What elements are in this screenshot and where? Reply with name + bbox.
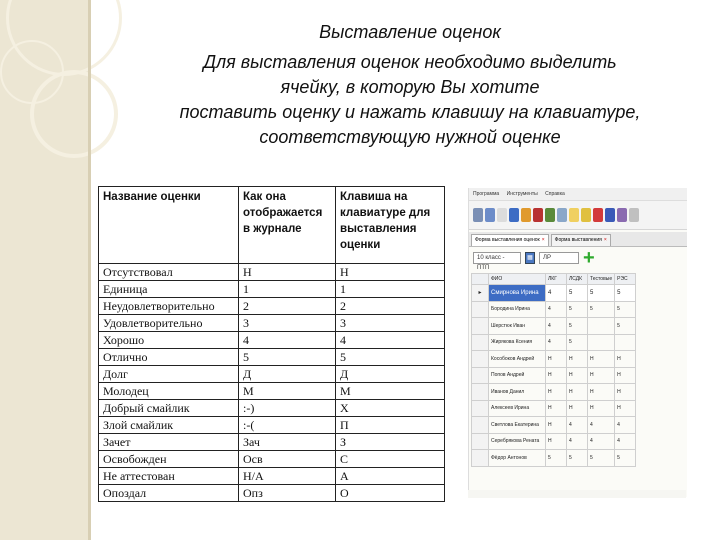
class-select[interactable]: 10 класс - ПТП bbox=[473, 252, 521, 264]
users-icon[interactable] bbox=[485, 208, 495, 222]
row-marker bbox=[472, 417, 489, 434]
pen-icon[interactable] bbox=[617, 208, 627, 222]
grade-cell[interactable]: Н bbox=[567, 400, 588, 417]
student-name-cell[interactable]: Фёдор Антонов bbox=[489, 450, 546, 467]
table-row bbox=[99, 383, 445, 400]
grid-row bbox=[472, 334, 636, 351]
grade-cell[interactable]: Н bbox=[567, 367, 588, 384]
grade-display-cell: Опз bbox=[239, 485, 336, 502]
note-icon[interactable] bbox=[569, 208, 579, 222]
student-name-cell[interactable]: Светлова Екатерина bbox=[489, 417, 546, 434]
subject-select[interactable]: ЛР bbox=[539, 252, 579, 264]
grade-name-cell: Злой смайлик bbox=[99, 417, 239, 434]
grade-display-cell: 3 bbox=[239, 315, 336, 332]
grade-key-cell: П bbox=[336, 417, 445, 434]
student-name-cell[interactable]: Иванов Данил bbox=[489, 384, 546, 401]
grade-cell[interactable]: 4 bbox=[546, 318, 567, 335]
grade-cell[interactable]: 4 bbox=[615, 433, 636, 450]
close-icon[interactable]: × bbox=[541, 237, 545, 243]
grade-name-cell: Опоздал bbox=[99, 485, 239, 502]
grade-display-cell: :-( bbox=[239, 417, 336, 434]
grade-cell[interactable]: 4 bbox=[546, 301, 567, 318]
grade-cell[interactable]: Н bbox=[588, 367, 615, 384]
column-header: Название оценки bbox=[99, 187, 239, 264]
grade-name-cell: Долг bbox=[99, 366, 239, 383]
table-row bbox=[99, 451, 445, 468]
grade-cell[interactable]: 5 bbox=[588, 301, 615, 318]
grid-header[interactable]: ФИО bbox=[489, 274, 546, 285]
row-marker bbox=[472, 433, 489, 450]
grade-cell[interactable]: Н bbox=[567, 384, 588, 401]
grade-cell[interactable]: 5 bbox=[567, 450, 588, 467]
grade-display-cell: Н/А bbox=[239, 468, 336, 485]
table-row bbox=[99, 349, 445, 366]
tool-icon[interactable] bbox=[473, 208, 483, 222]
grade-cell[interactable]: 4 bbox=[588, 433, 615, 450]
grade-cell[interactable]: 5 bbox=[567, 301, 588, 318]
grade-key-cell: 5 bbox=[336, 349, 445, 366]
instruction-line: соответствующую нужной оценке bbox=[259, 127, 561, 147]
decorative-divider bbox=[88, 0, 91, 540]
people-icon[interactable] bbox=[509, 208, 519, 222]
grade-cell[interactable]: Н bbox=[546, 417, 567, 434]
student-name-cell[interactable]: Алексеев Ирина bbox=[489, 400, 546, 417]
grade-cell[interactable]: 5 bbox=[615, 318, 636, 335]
edit-icon[interactable] bbox=[629, 208, 639, 222]
people-icon[interactable] bbox=[521, 208, 531, 222]
menu-item-tools[interactable]: Инструменты bbox=[506, 191, 538, 197]
grade-display-cell: 2 bbox=[239, 298, 336, 315]
grade-name-cell: Освобожден bbox=[99, 451, 239, 468]
grid-row bbox=[472, 301, 636, 318]
grade-cell[interactable]: 5 bbox=[588, 450, 615, 467]
table-row bbox=[99, 298, 445, 315]
app-menubar bbox=[469, 188, 687, 201]
grade-display-cell: Н bbox=[239, 264, 336, 281]
slide-instructions bbox=[110, 50, 710, 150]
grade-key-cell: З bbox=[336, 434, 445, 451]
grade-display-cell: 4 bbox=[239, 332, 336, 349]
grade-display-cell: :-) bbox=[239, 400, 336, 417]
grid-header[interactable]: ЛКГ bbox=[546, 274, 567, 285]
table-row bbox=[99, 332, 445, 349]
student-name-cell[interactable]: Бородина Ирина bbox=[489, 301, 546, 318]
column-header: Клавиша на клавиатуре для выставления оценки bbox=[336, 187, 445, 264]
grade-cell[interactable]: Н bbox=[546, 351, 567, 368]
grade-cell[interactable]: Н bbox=[546, 433, 567, 450]
calendar-icon[interactable]: ▦ bbox=[525, 252, 535, 264]
row-marker bbox=[472, 384, 489, 401]
row-marker bbox=[472, 351, 489, 368]
grade-display-cell: 1 bbox=[239, 281, 336, 298]
row-marker bbox=[472, 318, 489, 335]
grid-row bbox=[472, 367, 636, 384]
board-icon[interactable] bbox=[545, 208, 555, 222]
grade-cell[interactable]: Н bbox=[546, 400, 567, 417]
grade-cell[interactable]: Н bbox=[615, 400, 636, 417]
grid-header[interactable]: РЭС bbox=[615, 274, 636, 285]
grade-key-cell: Д bbox=[336, 366, 445, 383]
grade-cell[interactable]: 5 bbox=[615, 285, 636, 302]
app-tabs bbox=[469, 232, 687, 247]
instruction-line: поставить оценку и нажать клавишу на клавиатуре, bbox=[179, 102, 641, 122]
grade-keys-table bbox=[98, 186, 445, 502]
row-marker bbox=[472, 400, 489, 417]
grade-key-cell: А bbox=[336, 468, 445, 485]
student-name-cell[interactable]: Попов Андрей bbox=[489, 367, 546, 384]
tab-grade-entry[interactable] bbox=[471, 234, 549, 246]
grid-row bbox=[472, 417, 636, 434]
grade-name-cell: Единица bbox=[99, 281, 239, 298]
table-row bbox=[99, 485, 445, 502]
grade-name-cell: Отсутствовал bbox=[99, 264, 239, 281]
grade-display-cell: Зач bbox=[239, 434, 336, 451]
tab-grade-entry-2[interactable] bbox=[551, 234, 611, 246]
grid-row bbox=[472, 384, 636, 401]
books-icon[interactable] bbox=[533, 208, 543, 222]
grade-cell[interactable]: 4 bbox=[567, 433, 588, 450]
grade-key-cell: 2 bbox=[336, 298, 445, 315]
table-header-row bbox=[99, 187, 445, 264]
grid-header[interactable]: ЛСДК bbox=[567, 274, 588, 285]
grid-header bbox=[472, 274, 489, 285]
grades-grid bbox=[471, 273, 687, 467]
grade-cell[interactable] bbox=[615, 334, 636, 351]
grade-cell[interactable]: 5 bbox=[567, 318, 588, 335]
book-icon[interactable] bbox=[593, 208, 603, 222]
grade-display-cell: 5 bbox=[239, 349, 336, 366]
document-icon[interactable] bbox=[497, 208, 507, 222]
grade-cell[interactable]: 5 bbox=[546, 450, 567, 467]
grade-display-cell: М bbox=[239, 383, 336, 400]
grade-name-cell: Молодец bbox=[99, 383, 239, 400]
grade-cell[interactable]: Н bbox=[588, 400, 615, 417]
grade-cell[interactable]: 5 bbox=[615, 450, 636, 467]
instruction-line: ячейку, в которую Вы хотите bbox=[280, 77, 540, 97]
grade-cell[interactable]: 5 bbox=[615, 301, 636, 318]
grade-display-cell: Д bbox=[239, 366, 336, 383]
grade-key-cell: Н bbox=[336, 264, 445, 281]
grid-row bbox=[472, 450, 636, 467]
table-row bbox=[99, 468, 445, 485]
decorative-ring bbox=[0, 40, 64, 104]
row-marker: ▸ bbox=[472, 285, 489, 302]
grade-key-cell: М bbox=[336, 383, 445, 400]
grade-name-cell: Удовлетворительно bbox=[99, 315, 239, 332]
grade-cell[interactable]: Н bbox=[546, 384, 567, 401]
grade-key-cell: О bbox=[336, 485, 445, 502]
book-icon[interactable] bbox=[605, 208, 615, 222]
grid-header[interactable]: Тестовые bbox=[588, 274, 615, 285]
student-name-cell[interactable]: Шерстюк Иван bbox=[489, 318, 546, 335]
table-row bbox=[99, 366, 445, 383]
column-header: Как она отображается в журнале bbox=[239, 187, 336, 264]
grade-cell[interactable]: Н bbox=[588, 384, 615, 401]
instruction-line: Для выставления оценок необходимо выделить bbox=[203, 52, 617, 72]
grade-cell[interactable]: 5 bbox=[588, 285, 615, 302]
tab-label: Форма выставления оценок bbox=[475, 237, 540, 243]
grade-display-cell: Осв bbox=[239, 451, 336, 468]
row-marker bbox=[472, 301, 489, 318]
grade-name-cell: Неудовлетворительно bbox=[99, 298, 239, 315]
grid-row bbox=[472, 351, 636, 368]
grade-name-cell: Хорошо bbox=[99, 332, 239, 349]
tab-label: Форма выставления bbox=[554, 237, 602, 243]
grade-cell[interactable]: 4 bbox=[567, 417, 588, 434]
grade-cell[interactable]: 4 bbox=[546, 334, 567, 351]
grid-row bbox=[472, 285, 636, 302]
grade-cell[interactable] bbox=[588, 334, 615, 351]
grid-row bbox=[472, 400, 636, 417]
table-row bbox=[99, 434, 445, 451]
grade-key-cell: 3 bbox=[336, 315, 445, 332]
grade-cell[interactable]: 5 bbox=[567, 285, 588, 302]
slide-title: Выставление оценок bbox=[319, 22, 501, 42]
grade-cell[interactable]: Н bbox=[615, 351, 636, 368]
row-marker bbox=[472, 334, 489, 351]
table-row bbox=[99, 315, 445, 332]
table-row bbox=[99, 264, 445, 281]
grid-row bbox=[472, 433, 636, 450]
grade-name-cell: Не аттестован bbox=[99, 468, 239, 485]
settings-icon[interactable] bbox=[557, 208, 567, 222]
app-toolbar bbox=[469, 201, 687, 230]
grade-cell[interactable]: Н bbox=[567, 351, 588, 368]
grade-cell[interactable]: 5 bbox=[567, 334, 588, 351]
grade-cell[interactable]: Н bbox=[588, 351, 615, 368]
journal-app-window bbox=[468, 188, 687, 497]
grade-cell[interactable]: 4 bbox=[546, 285, 567, 302]
grade-name-cell: Отлично bbox=[99, 349, 239, 366]
close-icon[interactable]: × bbox=[603, 237, 607, 243]
grade-cell[interactable]: Н bbox=[546, 367, 567, 384]
decorative-left-band bbox=[0, 0, 88, 540]
menu-item-program[interactable]: Программа bbox=[473, 191, 500, 197]
table-row bbox=[99, 281, 445, 298]
table-row bbox=[99, 417, 445, 434]
grade-cell[interactable]: Н bbox=[615, 384, 636, 401]
grade-cell[interactable] bbox=[588, 318, 615, 335]
student-name-cell[interactable]: Смирнова Ирина bbox=[489, 285, 546, 302]
student-name-cell[interactable]: Жирякова Ксения bbox=[489, 334, 546, 351]
grade-key-cell: Х bbox=[336, 400, 445, 417]
row-marker bbox=[472, 367, 489, 384]
grid-row bbox=[472, 318, 636, 335]
grade-cell[interactable]: 4 bbox=[615, 417, 636, 434]
flag-icon[interactable] bbox=[581, 208, 591, 222]
add-icon[interactable]: + bbox=[583, 247, 595, 269]
menu-item-help[interactable]: Справка bbox=[545, 191, 565, 197]
grid-header-row bbox=[472, 274, 636, 285]
grade-name-cell: Добрый смайлик bbox=[99, 400, 239, 417]
grade-name-cell: Зачет bbox=[99, 434, 239, 451]
grade-cell[interactable]: 4 bbox=[588, 417, 615, 434]
student-name-cell[interactable]: Кособоков Андрей bbox=[489, 351, 546, 368]
grade-key-cell: 1 bbox=[336, 281, 445, 298]
row-marker bbox=[472, 450, 489, 467]
table-row bbox=[99, 400, 445, 417]
filter-bar bbox=[469, 247, 687, 269]
app-bottom-area bbox=[468, 490, 686, 498]
grade-key-cell: 4 bbox=[336, 332, 445, 349]
student-name-cell[interactable]: Серебрякова Рената bbox=[489, 433, 546, 450]
grade-cell[interactable]: Н bbox=[615, 367, 636, 384]
grade-key-cell: С bbox=[336, 451, 445, 468]
